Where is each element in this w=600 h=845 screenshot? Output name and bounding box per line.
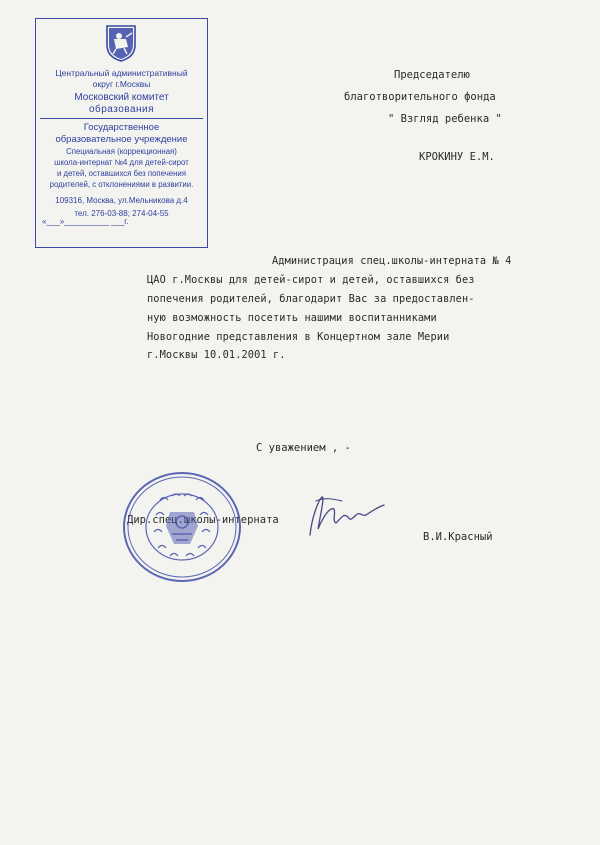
addressee-foundation-name: " Взгляд ребенка " bbox=[388, 113, 502, 125]
signatory-name: В.И.Красный bbox=[423, 531, 493, 543]
letterhead-committee: Московский комитет bbox=[74, 92, 169, 103]
body-line-4: ную возможность посетить нашими воспитанниками bbox=[147, 312, 437, 324]
letterhead-divider bbox=[40, 118, 203, 119]
letterhead-address: 109316, Москва, ул.Мельникова д.4 bbox=[55, 196, 188, 205]
letterhead-education: образования bbox=[88, 104, 155, 115]
body-line-3: попечения родителей, благодарит Вас за предоставлен- bbox=[147, 293, 475, 305]
round-seal-icon bbox=[120, 470, 245, 585]
letterhead-city: округ г.Москвы bbox=[92, 79, 151, 89]
body-line-5: Новогодние представления в Концертном зале Мерии bbox=[147, 331, 450, 343]
moscow-coat-of-arms-icon bbox=[104, 23, 138, 63]
body-line-6: г.Москвы 10.01.2001 г. bbox=[147, 349, 286, 361]
letterhead-stamp bbox=[35, 18, 208, 248]
addressee-position: Председателю bbox=[394, 69, 470, 81]
handwritten-signature-icon bbox=[300, 487, 390, 547]
addressee-organization: благотворительного фонда bbox=[344, 91, 496, 103]
closing-regards: С уважением , - bbox=[256, 442, 351, 454]
letterhead-date-blank: «___»__________ ___г. bbox=[42, 217, 129, 226]
letterhead-institution: образовательное учреждение bbox=[55, 134, 188, 145]
signatory-title: Дир.спец.школы-интерната bbox=[127, 514, 279, 526]
addressee-name: КРОКИНУ Е.М. bbox=[419, 151, 495, 163]
body-line-1: Администрация спец.школы-интерната № 4 bbox=[272, 255, 512, 267]
letterhead-district: Центральный административный bbox=[55, 68, 188, 78]
letterhead-school-name: школа-интернат №4 для детей-сирот bbox=[54, 158, 189, 167]
letterhead-school-purpose-2: родителей, с отклонениями в развитии. bbox=[49, 180, 194, 189]
letterhead-state: Государственное bbox=[83, 122, 160, 133]
letterhead-school-type: Специальная (коррекционная) bbox=[66, 147, 177, 156]
letterhead-school-purpose: и детей, оставшихся без попечения bbox=[57, 169, 186, 178]
body-line-2: ЦАО г.Москвы для детей-сирот и детей, оставшихся без bbox=[147, 274, 475, 286]
letterhead-phone: тел. 276-03-88; 274-04-55 bbox=[74, 209, 169, 218]
